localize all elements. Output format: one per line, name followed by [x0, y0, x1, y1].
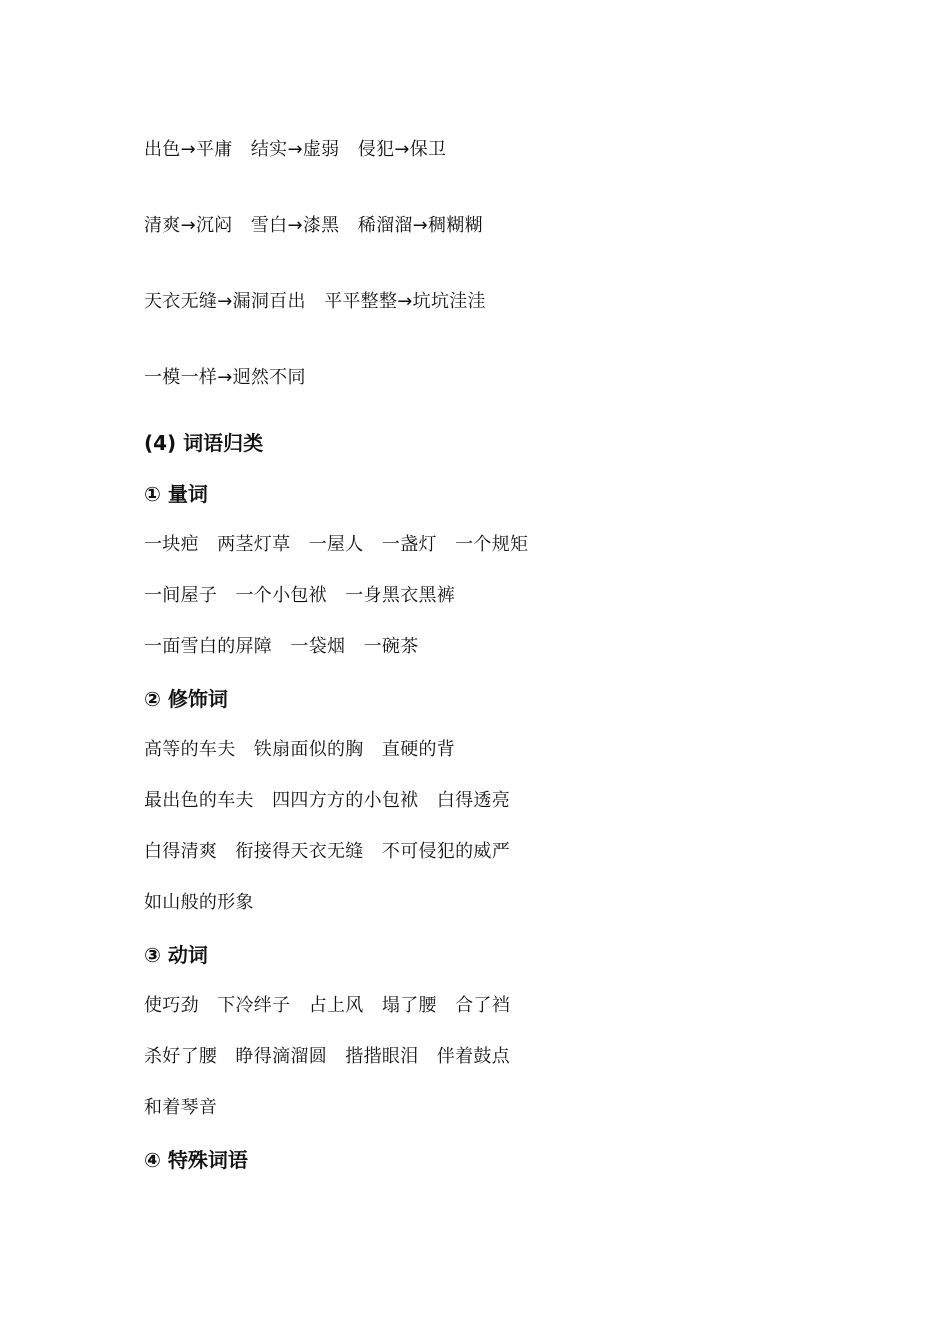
verbs-line-1: 使巧劲 下冷绊子 占上风 塌了腰 合了裆 [144, 995, 510, 1016]
special-words-heading: ④ 特殊词语 [144, 1148, 248, 1172]
modifiers-line-4: 如山般的形象 [144, 892, 254, 913]
antonym-line-3: 天衣无缝→漏洞百出 平平整整→坑坑洼洼 [144, 291, 486, 312]
modifiers-line-2: 最出色的车夫 四四方方的小包袱 白得透亮 [144, 790, 510, 811]
measure-words-line-2: 一间屋子 一个小包袱 一身黑衣黑裤 [144, 585, 456, 606]
antonym-line-1: 出色→平庸 结实→虚弱 侵犯→保卫 [144, 139, 447, 160]
verbs-line-2: 杀好了腰 睁得滴溜圆 揩揩眼泪 伴着鼓点 [144, 1046, 510, 1067]
antonym-line-4: 一模一样→迥然不同 [144, 367, 306, 388]
section-4-heading: (4) 词语归类 [144, 431, 264, 455]
verbs-heading: ③ 动词 [144, 943, 208, 967]
verbs-line-3: 和着琴音 [144, 1097, 218, 1118]
measure-words-heading: ① 量词 [144, 482, 208, 506]
modifiers-line-3: 白得清爽 衔接得天衣无缝 不可侵犯的威严 [144, 841, 510, 862]
measure-words-line-3: 一面雪白的屏障 一袋烟 一碗茶 [144, 636, 419, 657]
measure-words-line-1: 一块疤 两茎灯草 一屋人 一盏灯 一个规矩 [144, 534, 529, 555]
antonym-line-2: 清爽→沉闷 雪白→漆黑 稀溜溜→稠糊糊 [144, 215, 483, 236]
modifiers-line-1: 高等的车夫 铁扇面似的胸 直硬的背 [144, 739, 456, 760]
modifiers-heading: ② 修饰词 [144, 687, 228, 711]
